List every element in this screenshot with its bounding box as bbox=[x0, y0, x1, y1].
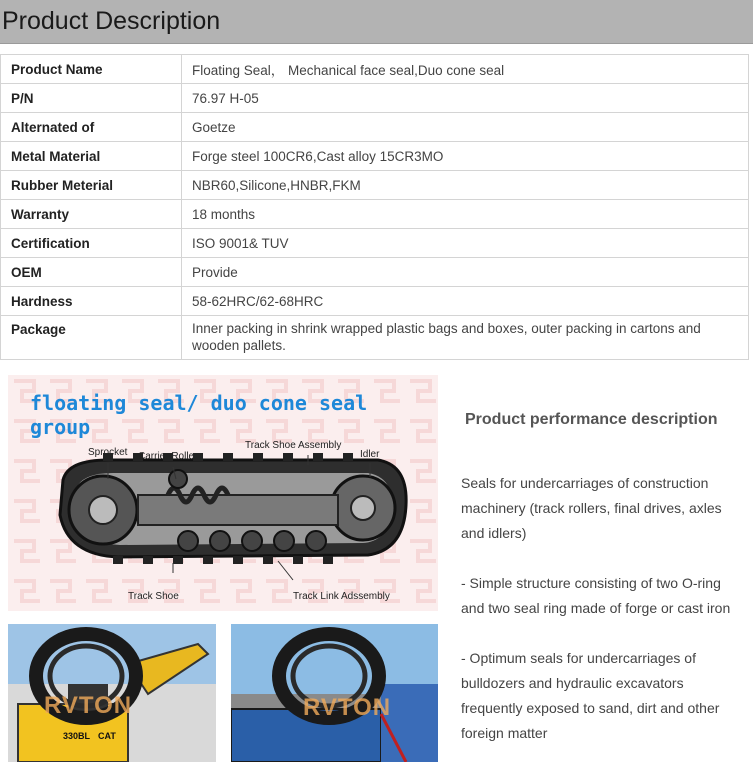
spec-value: Goetze bbox=[182, 113, 749, 142]
spec-label: Rubber Meterial bbox=[1, 171, 182, 200]
spec-value: 76.97 H-05 bbox=[182, 84, 749, 113]
callout-track-shoe: Track Shoe bbox=[128, 591, 179, 602]
performance-title: Product performance description bbox=[465, 411, 718, 428]
table-row bbox=[1, 84, 749, 113]
callout-track-link: Track Link Adssembly bbox=[293, 591, 390, 602]
spec-label: Metal Material bbox=[1, 142, 182, 171]
spec-value: ISO 9001& TUV bbox=[182, 229, 749, 258]
performance-paragraph-2: - Simple structure consisting of two O-ring and two seal ring made of forge or cast iron bbox=[461, 575, 731, 616]
callout-track-shoe-assembly: Track Shoe Assembly bbox=[245, 440, 342, 451]
spec-label: Certification bbox=[1, 229, 182, 258]
table-row bbox=[1, 258, 749, 287]
table-row bbox=[1, 171, 749, 200]
spec-value: Floating Seal， Mechanical face seal,Duo cone seal bbox=[182, 55, 749, 84]
diagram-title: floating seal/ duo cone seal group bbox=[30, 391, 368, 439]
table-row bbox=[1, 229, 749, 258]
excavator-model: 330BL bbox=[63, 731, 91, 741]
performance-paragraph-1: Seals for undercarriages of construction machinery (track rollers, final drives, axles and idlers) bbox=[461, 475, 722, 541]
table-row bbox=[1, 55, 749, 84]
table-row bbox=[1, 200, 749, 229]
spec-label: P/N bbox=[1, 84, 182, 113]
spec-label: Package bbox=[1, 316, 182, 360]
table-row bbox=[1, 316, 749, 360]
tractor-photo bbox=[231, 624, 438, 762]
spec-label: Hardness bbox=[1, 287, 182, 316]
spec-value: 18 months bbox=[182, 200, 749, 229]
spec-value: NBR60,Silicone,HNBR,FKM bbox=[182, 171, 749, 200]
spec-label: OEM bbox=[1, 258, 182, 287]
table-row bbox=[1, 142, 749, 171]
tractor-illustration bbox=[231, 624, 438, 762]
excavator-brand: CAT bbox=[98, 731, 116, 741]
callout-idler: Idler bbox=[360, 449, 380, 460]
performance-paragraph-3: - Optimum seals for undercarriages of bulldozers and hydraulic excavators frequently exposed to sand, dirt and other foreign matter bbox=[461, 650, 720, 741]
watermark-right: RVTON bbox=[303, 694, 392, 721]
excavator-photo bbox=[8, 624, 216, 762]
page-header bbox=[0, 0, 753, 44]
spec-label: Alternated of bbox=[1, 113, 182, 142]
spec-value: Provide bbox=[182, 258, 749, 287]
spec-table bbox=[0, 54, 749, 360]
spec-value: 58-62HRC/62-68HRC bbox=[182, 287, 749, 316]
table-row bbox=[1, 287, 749, 316]
page-title: Product Description bbox=[2, 7, 221, 35]
watermark-left: RVTON bbox=[44, 692, 133, 719]
undercarriage-diagram bbox=[8, 375, 438, 611]
spec-label: Product Name bbox=[1, 55, 182, 84]
spec-label: Warranty bbox=[1, 200, 182, 229]
table-row bbox=[1, 113, 749, 142]
spec-value: Inner packing in shrink wrapped plastic bags and boxes, outer packing in cartons and wooden pallets. bbox=[182, 316, 749, 360]
spec-value: Forge steel 100CR6,Cast alloy 15CR3MO bbox=[182, 142, 749, 171]
callout-carrier-roller: Carrier Roller bbox=[138, 451, 198, 462]
callout-sprocket: Sprocket bbox=[88, 447, 128, 458]
